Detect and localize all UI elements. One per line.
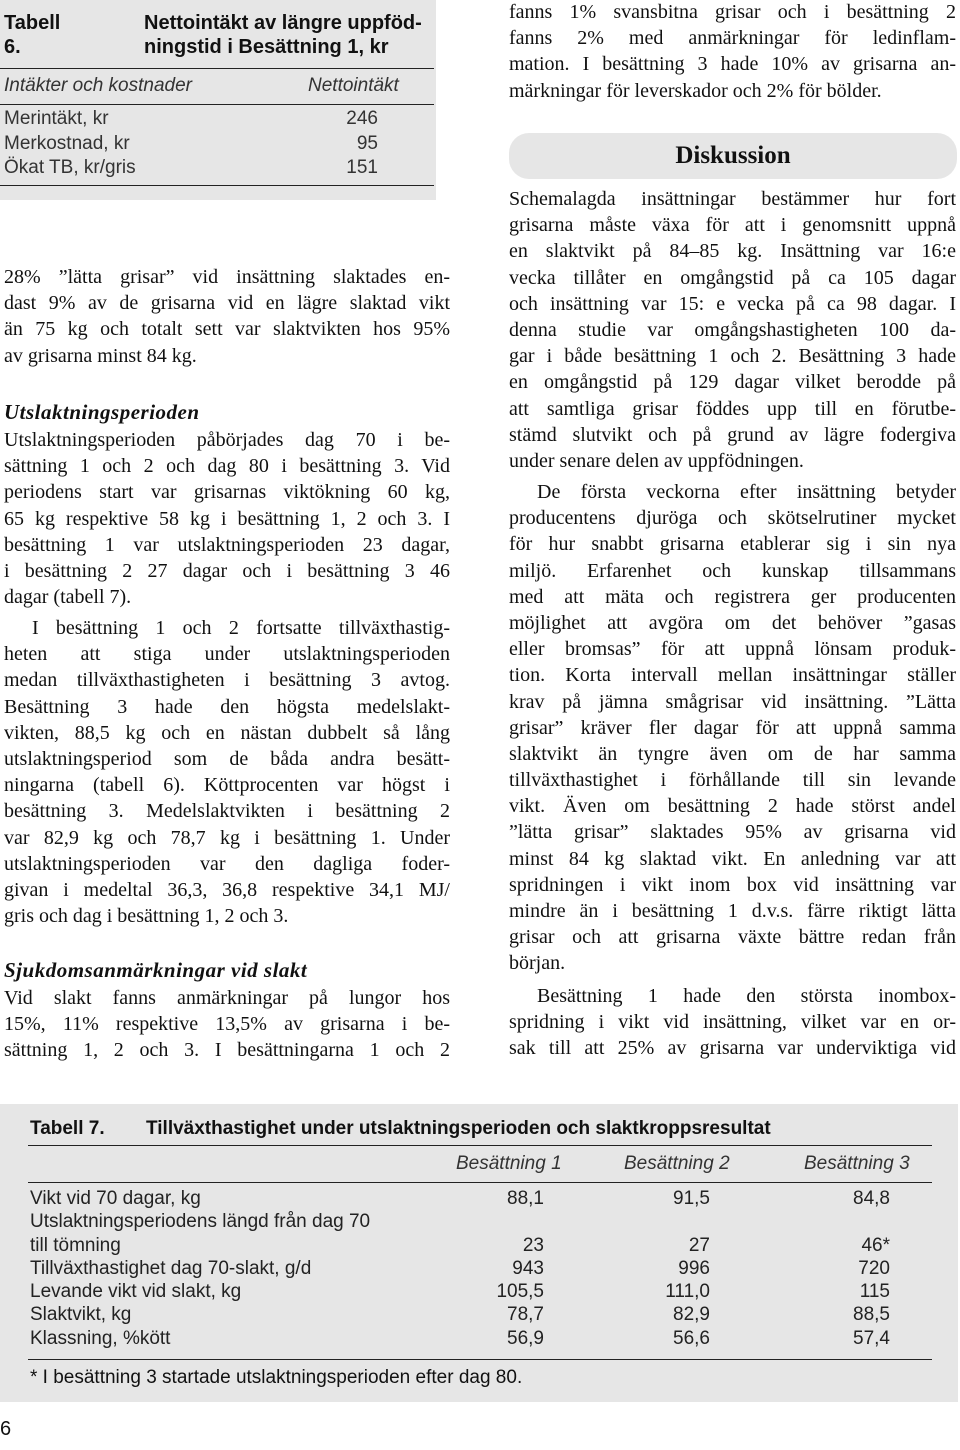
table-7-cell: 56,9	[507, 1328, 544, 1349]
text-line: tillväxthastighet i förhållande till sin levande	[509, 769, 956, 792]
text-line: en omgångstid på 129 dagar vilket berodde på	[509, 371, 956, 394]
table-7-row-label: Levande vikt vid slakt, kg	[30, 1281, 242, 1302]
text-line: med att mäta och registrera ger producenten	[509, 585, 956, 608]
text-line: 65 kg respektive 58 kg i besättning 1, 2 och 3. I	[4, 507, 450, 530]
text-line: mindre än i besättning 1 d.v.s. färre riktigt lätta	[509, 900, 956, 922]
section-heading-utslaktningsperioden: Utslaktningsperioden	[4, 400, 200, 424]
table-7-cell: 91,5	[673, 1188, 710, 1209]
left-paragraph-1	[4, 264, 450, 369]
table-7-rule-mid	[28, 1182, 932, 1183]
text-line: ”lätta grisar” slaktades 95% av grisarna vid	[509, 821, 956, 844]
text-line: periodens start var grisarnas viktökning 60 kg,	[4, 481, 450, 504]
table-7-row-label: till tömning	[30, 1235, 121, 1256]
text-line: under senare delen av uppfödningen.	[509, 449, 804, 472]
table-6-rule-bottom	[0, 185, 434, 186]
text-line: Vid slakt fanns anmärkningar på lungor hos	[4, 987, 450, 1009]
text-line: vecka tillåter en omgångstid på ca 105 dagar	[509, 266, 956, 289]
text-line: utslaktningsperioden var den dagliga foder-	[4, 852, 450, 875]
table-7-rule-bottom	[28, 1359, 932, 1360]
text-line: fanns 2% med anmärkningar för ledinflam-	[509, 27, 956, 50]
table-6	[0, 0, 436, 200]
text-line: krav på jämna smågrisar vid insättning. ”Lätta	[509, 690, 956, 713]
text-line: sättning 1, 2 och 3. I besättningarna 1 och 2	[4, 1039, 450, 1062]
table-7-cell: 105,5	[496, 1281, 544, 1302]
table-7-cell: 27	[688, 1235, 710, 1256]
table-7-row-label: Vikt vid 70 dagar, kg	[30, 1188, 201, 1209]
text-line: denna studie var omgångshastigheten 100 da-	[509, 318, 956, 341]
table-6-header-right: Nettointäkt	[308, 75, 399, 96]
table-7	[0, 1104, 958, 1402]
table-7-cell: 82,9	[673, 1304, 710, 1325]
text-line: än 75 kg och totalt sett var slaktvikten hos 95%	[4, 318, 450, 341]
text-line: dagar (tabell 7).	[4, 586, 132, 609]
text-line: Schemalagda insättningar bestämmer hur fort	[509, 188, 956, 210]
text-line: gar i både besättning 1 och 2. Besättning 3 hade	[509, 345, 956, 368]
text-line: märkningar för leverskador och 2% för bölder.	[509, 79, 882, 102]
table-7-col-header: Besättning 2	[624, 1153, 730, 1174]
table-7-col-header: Besättning 3	[804, 1153, 910, 1174]
table-6-title-line1: Nettointäkt av längre uppföd-	[144, 12, 422, 34]
table-7-cell: 720	[858, 1258, 890, 1279]
text-line: vikten, 88,5 kg och en nästan dubbelt så lång	[4, 721, 450, 744]
left-paragraph-2	[4, 427, 450, 610]
table-6-rule-top	[0, 68, 434, 69]
right-paragraph-2	[509, 186, 956, 474]
text-line: grisarna måste växa för att i genomsnitt uppnå	[509, 214, 956, 237]
text-line: producentens djuröga och skötselrutiner mycket	[509, 507, 956, 530]
table-7-cell: 78,7	[507, 1304, 544, 1325]
text-line: sak till att 25% av grisarna var underviktiga vid	[509, 1037, 956, 1060]
diskussion-heading-text: Diskussion	[675, 142, 791, 169]
table-7-cell: 996	[678, 1258, 710, 1279]
text-line: spridning i vikt vid insättning, vilket var en or-	[509, 1011, 956, 1034]
right-paragraph-1	[509, 0, 956, 104]
table-7-cell: 23	[522, 1235, 544, 1256]
table-7-col-header: Besättning 1	[456, 1153, 562, 1174]
text-line: gris och dag i besättning 1, 2 och 3.	[4, 905, 289, 928]
table-7-row-label: Slaktvikt, kg	[30, 1304, 132, 1325]
text-line: grisar” kräver fler dagar för att uppnå samma	[509, 716, 956, 739]
right-paragraph-4	[509, 983, 956, 1062]
text-line: besättning 3. Medelslaktvikten i besättning 2	[4, 800, 450, 823]
text-line: grisar och att grisarna växte bättre redan från	[509, 926, 956, 949]
table-7-cell: 88,5	[853, 1304, 890, 1325]
text-line: en slaktvikt på 84–85 kg. Insättning var 16:e	[509, 240, 956, 263]
section-heading-diskussion	[509, 133, 957, 179]
table-7-cell: 115	[859, 1281, 890, 1302]
table-6-row-value: 246	[346, 108, 378, 129]
text-line: ningarna (tabell 6). Köttprocenten var högst i	[4, 774, 450, 797]
text-line: besättning 1 var utslaktningsperioden 23 dagar,	[4, 533, 450, 556]
table-6-row-label: Ökat TB, kr/gris	[4, 157, 136, 178]
table-7-cell: 56,6	[673, 1328, 710, 1349]
text-line: var 82,9 kg och 78,7 kg i besättning 1. Under	[4, 826, 450, 849]
table-7-row-label: Klassning, %kött	[30, 1328, 171, 1349]
table-6-label: Tabell 6.	[4, 12, 61, 58]
text-line: heten att stiga under utslaktningsperioden	[4, 643, 450, 666]
table-7-cell: 943	[512, 1258, 544, 1279]
text-line: möjlighet att avgöra om det behöver ”gasas	[509, 611, 956, 634]
table-7-row-label: Utslaktningsperiodens längd från dag 70	[30, 1211, 371, 1232]
text-line: De första veckorna efter insättning betyder	[537, 481, 956, 503]
table-7-cell: 46*	[861, 1235, 890, 1256]
text-line: tion. Korta intervall mellan insättningar ställer	[509, 664, 956, 687]
table-7-cell: 111,0	[665, 1281, 710, 1302]
text-line: fanns 1% svansbitna grisar och i besättning 2	[509, 1, 956, 23]
text-line: stämd slutvikt och på grund av lägre fodergiva	[509, 423, 956, 446]
table-7-title: Tillväxthastighet under utslaktningsperioden och slaktkroppsresultat	[146, 1118, 771, 1139]
text-line: för hur snabbt grisarna etablerar sig i sin nya	[509, 533, 956, 556]
table-7-cell: 84,8	[853, 1188, 890, 1209]
text-line: Besättning 3 hade den högsta medelslakt-	[4, 695, 450, 718]
text-line: 15%, 11% respektive 13,5% av grisarna i be-	[4, 1013, 450, 1036]
table-7-row-label: Tillväxthastighet dag 70-slakt, g/d	[30, 1258, 312, 1279]
table-6-row-value: 151	[346, 157, 378, 178]
text-line: givan i medeltal 36,3, 36,8 respektive 34,1 MJ/	[4, 878, 450, 901]
left-paragraph-3	[4, 615, 450, 929]
table-6-row-label: Merkostnad, kr	[4, 133, 130, 154]
table-7-footnote: * I besättning 3 startade utslaktningsperioden efter dag 80.	[30, 1367, 523, 1388]
left-paragraph-4	[4, 985, 450, 1064]
table-6-title-line2: ningstid i Besättning 1, kr	[144, 36, 389, 58]
section-heading-sjukdomsanmarkningar: Sjukdomsanmärkningar vid slakt	[4, 958, 308, 982]
table-7-cell: 57,4	[853, 1328, 890, 1349]
text-line: dast 9% av de grisarna vid en lägre slaktad vikt	[4, 292, 450, 315]
text-line: Besättning 1 hade den största inombox-	[537, 985, 956, 1007]
table-6-row-value: 95	[356, 133, 378, 154]
text-line: I besättning 1 och 2 fortsatte tillväxthastig-	[32, 617, 450, 639]
text-line: utslaktningsperiod som de båda andra besätt-	[4, 747, 450, 770]
table-6-header-left: Intäkter och kostnader	[4, 75, 192, 96]
table-6-row-label: Merintäkt, kr	[4, 108, 109, 129]
text-line: vikt. Även om besättning 2 hade störst andel	[509, 795, 956, 818]
text-line: och insättning var 15: e vecka på ca 98 dagar. I	[509, 292, 956, 315]
table-6-rule-mid	[0, 104, 434, 105]
text-line: av grisarna minst 84 kg.	[4, 344, 197, 367]
page-number: 6	[0, 1418, 12, 1440]
table-7-label: Tabell 7.	[30, 1118, 105, 1139]
text-line: början.	[509, 952, 566, 975]
table-7-cell: 88,1	[507, 1188, 544, 1209]
text-line: i besättning 2 27 dagar och i besättning 3 46	[4, 559, 450, 582]
text-line: att samtliga grisar föddes upp till en förutbe-	[509, 397, 956, 420]
text-line: miljö. Erfarenhet och kunskap tillsammans	[509, 559, 956, 582]
text-line: slaktvikt än tyngre även om de har samma	[509, 742, 956, 765]
text-line: 28% ”lätta grisar” vid insättning slaktades en-	[4, 266, 450, 288]
text-line: minst 84 kg slaktad vikt. En anledning var att	[509, 847, 956, 870]
text-line: eller bromsas” för att uppnå lönsam produk-	[509, 638, 956, 661]
text-line: sättning 1 och 2 och dag 80 i besättning 3. Vid	[4, 455, 450, 478]
right-paragraph-3	[509, 479, 956, 977]
table-6-title	[144, 11, 434, 59]
table-7-rule-top	[28, 1145, 932, 1146]
text-line: spridningen i vikt inom box vid insättning var	[509, 873, 956, 896]
text-line: medan tillväxthastigheten i besättning 3 avtog.	[4, 669, 450, 692]
text-line: Utslaktningsperioden påbörjades dag 70 i be-	[4, 429, 450, 451]
text-line: mation. I besättning 3 hade 10% av grisarna an-	[509, 53, 956, 76]
